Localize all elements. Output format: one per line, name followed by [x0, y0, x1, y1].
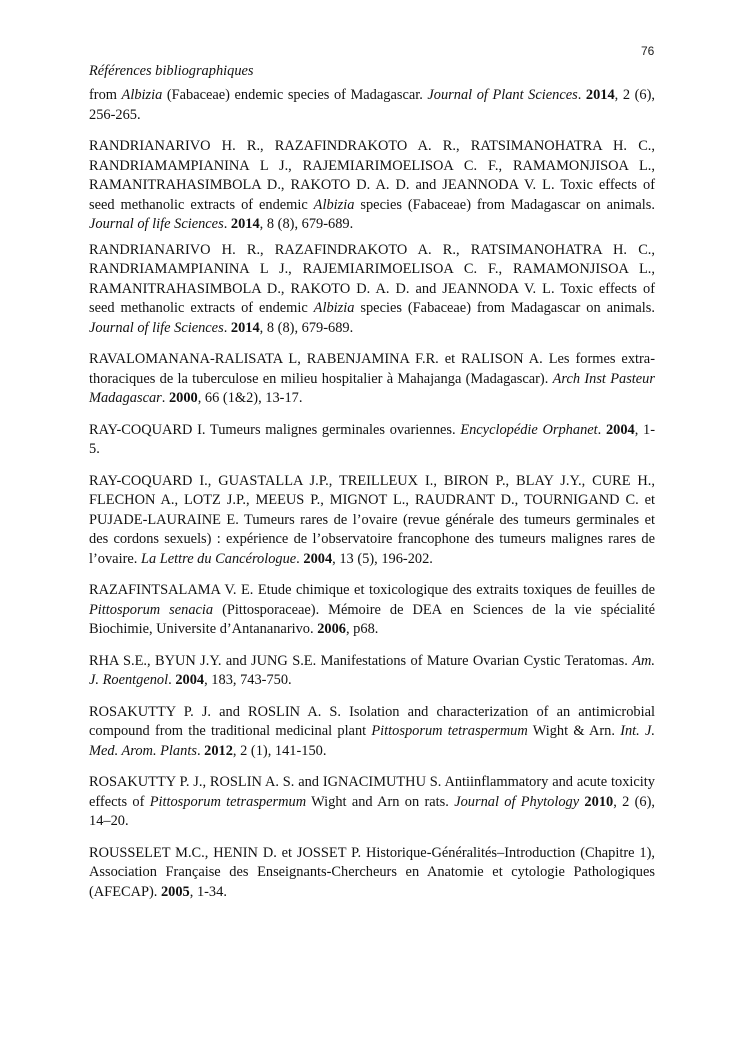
- italic-text: Encyclopédie Orphanet: [460, 421, 598, 438]
- reference-entry: [89, 703, 655, 762]
- reference-text: Wight & Arn.: [527, 723, 621, 739]
- reference-text: , 1-34.: [189, 883, 227, 900]
- bold-text: 2010: [584, 793, 614, 810]
- reference-text: , 2 (6), 256-265.: [89, 87, 655, 123]
- italic-text: Journal of life Sciences: [89, 216, 224, 232]
- reference-text: RANDRIANARIVO H. R., RAZAFINDRAKOTO A. R., RATSIMANOHATRA H. C., RANDRIAMAMPIANINA L J., RAJEMIARIMOELISOA C. F., RAMAMONJISOA L., RAMANITRAHASIMBOLA D., RAKOTO D. A. D. and JEANNODA V. L. Toxic effects of seed methanolic extracts of endemic: [89, 138, 655, 213]
- reference-text: RANDRIANARIVO H. R., RAZAFINDRAKOTO A. R., RATSIMANOHATRA H. C., RANDRIAMAMPIANINA L J., RAJEMIARIMOELISOA C. F., RAMAMONJISOA L., RAMANITRAHASIMBOLA D., RAKOTO D. A. D. and JEANNODA V. L. Toxic effects of seed methanolic extracts of endemic: [89, 241, 655, 316]
- reference-text: Wight and Arn on rats.: [306, 793, 455, 810]
- italic-text: Albizia: [313, 196, 355, 213]
- italic-text: La Lettre du Cancérologue: [140, 550, 297, 567]
- italic-text: Albizia: [313, 300, 355, 316]
- bold-text: 2005: [160, 883, 190, 900]
- reference-text: (Pittosporaceae). Mémoire de DEA en Sciences de la vie spécialité Biochimie, Universite d’Antananarivo.: [89, 601, 656, 637]
- italic-text: Int. J. Med. Arom. Plants: [89, 723, 655, 759]
- running-header: Références bibliographiques: [89, 63, 254, 79]
- reference-text: .: [196, 742, 205, 759]
- reference-text: , p68.: [345, 621, 379, 637]
- reference-text: , 13 (5), 196-202.: [332, 550, 433, 567]
- reference-text: RHA S.E., BYUN J.Y. and JUNG S.E. Manifestations of Mature Ovarian Cystic Teratomas.: [89, 652, 633, 669]
- reference-text: , 2 (6), 14–20.: [89, 793, 655, 829]
- bold-text: 2004: [303, 550, 333, 567]
- bold-text: 2014: [230, 216, 260, 232]
- reference-text: .: [223, 216, 231, 232]
- reference-entry: [89, 241, 655, 339]
- reference-text: RAZAFINTSALAMA V. E. Etude chimique et toxicologique des extraits toxiques de feuilles de: [89, 582, 655, 598]
- italic-text: Albizia: [121, 87, 163, 103]
- reference-text: (Fabaceae) endemic species of Madagascar.: [162, 87, 428, 103]
- reference-text: .: [577, 87, 586, 103]
- reference-entry: [89, 86, 655, 125]
- bold-text: 2014: [585, 87, 615, 103]
- reference-text: ROSAKUTTY P. J. and ROSLIN A. S. Isolation and characterization of an antimicrobial compound from the traditional medicinal plant: [89, 703, 655, 739]
- reference-text: RAY-COQUARD I. Tumeurs malignes germinales ovariennes.: [89, 421, 461, 438]
- reference-entry: [89, 652, 655, 691]
- reference-text: , 8 (8), 679-689.: [259, 216, 354, 232]
- reference-text: , 2 (1), 141-150.: [232, 742, 327, 759]
- reference-text: from: [89, 87, 122, 103]
- reference-text: , 66 (1&2), 13-17.: [197, 390, 303, 406]
- reference-entry: [89, 421, 655, 460]
- reference-text: ROUSSELET M.C., HENIN D. et JOSSET P. Historique-Généralités–Introduction (Chapitre 1), Association Française des Enseignants-Chercheurs en Anatomie et cytologie Pathologiques (AFECAP).: [89, 844, 655, 900]
- reference-text: ROSAKUTTY P. J., ROSLIN A. S. and IGNACIMUTHU S. Antiinflammatory and acute toxicity effects of: [89, 774, 655, 810]
- reference-entry: [89, 773, 655, 832]
- italic-text: Journal of life Sciences: [89, 319, 224, 336]
- italic-text: Pittosporum tetraspermum: [371, 723, 528, 739]
- italic-text: Pittosporum senacia: [89, 601, 214, 618]
- bold-text: 2000: [168, 390, 198, 406]
- italic-text: Arch Inst Pasteur Madagascar: [89, 370, 655, 406]
- reference-text: , 183, 743-750.: [204, 672, 292, 688]
- reference-entry: [89, 581, 655, 640]
- reference-text: , 8 (8), 679-689.: [259, 319, 354, 336]
- reference-text: species (Fabaceae) from Madagascar on animals.: [354, 196, 655, 213]
- reference-list: [89, 86, 655, 914]
- reference-text: RAVALOMANANA-RALISATA L, RABENJAMINA F.R. et RALISON A. Les formes extra-thoraciques de la tuberculose en milieu hospitalier à Mahajanga (Madagascar).: [89, 351, 655, 387]
- reference-text: .: [168, 672, 176, 688]
- reference-entry: [89, 472, 655, 570]
- reference-entry: [89, 844, 655, 903]
- reference-text: species (Fabaceae) from Madagascar on animals.: [354, 300, 655, 316]
- reference-text: .: [597, 421, 606, 438]
- reference-entry: [89, 350, 655, 409]
- bold-text: 2006: [317, 621, 346, 637]
- reference-text: .: [296, 550, 304, 567]
- bold-text: 2004: [605, 421, 635, 438]
- reference-text: .: [223, 319, 231, 336]
- italic-text: Journal of Phytology: [454, 793, 580, 810]
- bold-text: 2014: [230, 319, 260, 336]
- reference-text: RAY-COQUARD I., GUASTALLA J.P., TREILLEUX I., BIRON P., BLAY J.Y., CURE H., FLECHON A., LOTZ J.P., MEEUS P., MIGNOT L., RAUDRANT D., TOURNIGAND C. et PUJADE-LAURAINE E. Tumeurs rares de l’ovaire (revue générale des tumeurs germinales et des cordons sexuels) : expérience de l’observatoire francophone des tumeurs malignes rares de l’ovaire.: [89, 472, 655, 567]
- italic-text: Pittosporum tetraspermum: [149, 793, 307, 810]
- italic-text: Am. J. Roentgenol: [89, 652, 655, 688]
- bold-text: 2012: [204, 742, 233, 759]
- reference-entry: [89, 137, 655, 235]
- bold-text: 2004: [175, 672, 205, 688]
- page-number: 76: [641, 44, 655, 58]
- reference-text: .: [161, 390, 169, 406]
- italic-text: Journal of Plant Sciences: [427, 87, 578, 103]
- reference-text: , 1-5.: [89, 421, 656, 457]
